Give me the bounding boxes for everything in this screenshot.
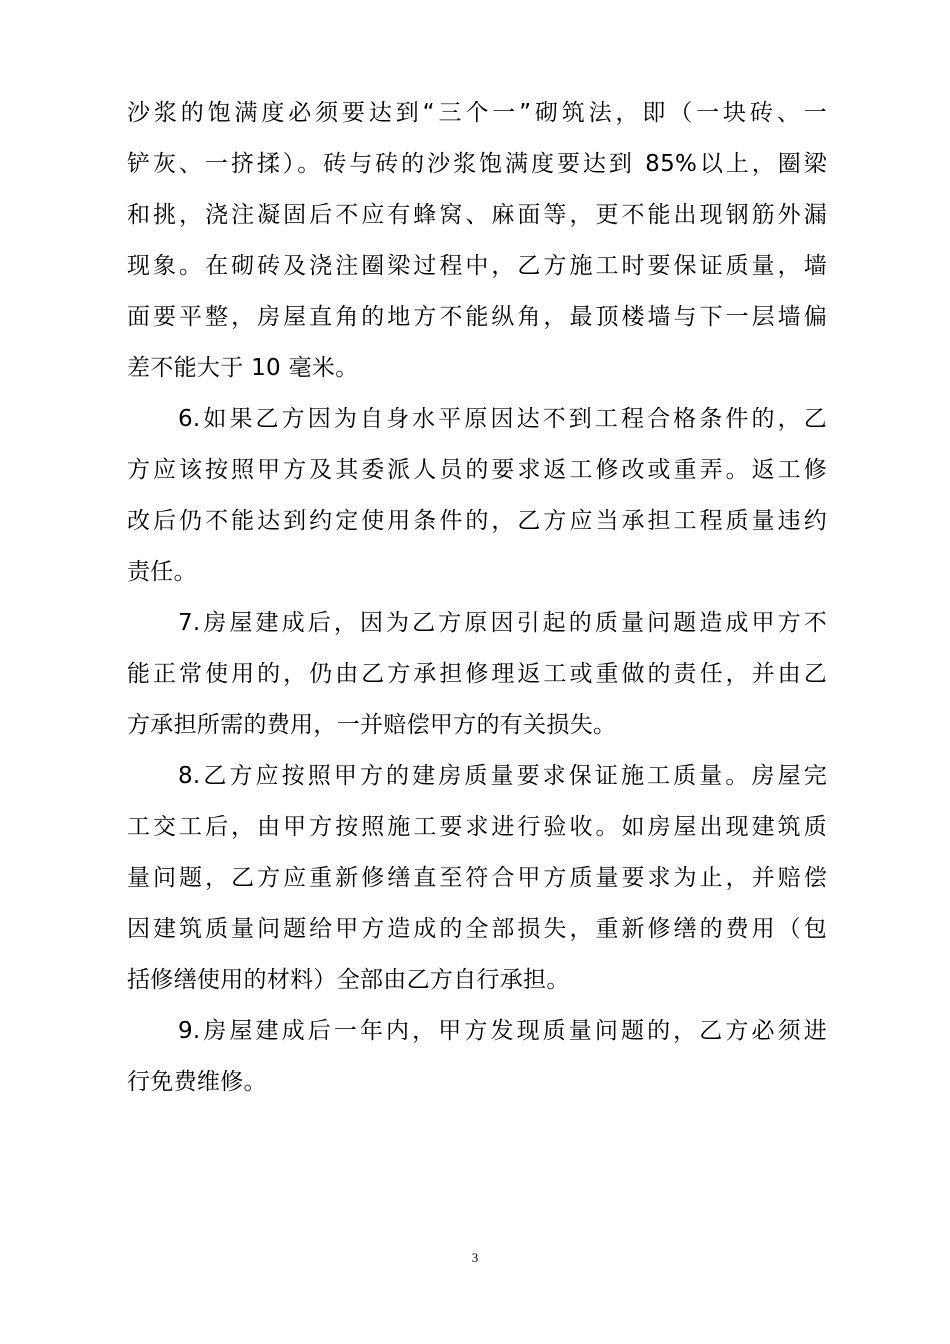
text-line: 沙浆的饱满度必须要达到“三个一”砌筑法，即（一块砖、一 xyxy=(127,100,827,126)
text-line: 面要平整，房屋直角的地方不能纵角，最顶楼墙与下一层墙偏 xyxy=(127,304,827,330)
text-line: 方应该按照甲方及其委派人员的要求返工修改或重弄。返工修 xyxy=(127,457,827,483)
text-line: 括修缮使用的材料）全部由乙方自行承担。 xyxy=(127,967,570,993)
text-line: 差不能大于 10 毫米。 xyxy=(127,355,359,381)
text-line: 现象。在砌砖及浇注圈梁过程中，乙方施工时要保证质量，墙 xyxy=(127,253,827,279)
text-line: 工交工后，由甲方按照施工要求进行验收。如房屋出现建筑质 xyxy=(127,814,827,840)
text-line: 责任。 xyxy=(127,559,197,585)
text-line: 量问题，乙方应重新修缮直至符合甲方质量要求为止，并赔偿 xyxy=(127,865,827,891)
text-line: 因建筑质量问题给甲方造成的全部损失，重新修缮的费用（包 xyxy=(127,916,827,942)
clause-9-first-line: 9.房屋建成后一年内，甲方发现质量问题的，乙方必须进 xyxy=(178,1018,827,1044)
text-line: 方承担所需的费用，一并赔偿甲方的有关损失。 xyxy=(127,712,617,738)
text-line: 行免费维修。 xyxy=(127,1069,267,1095)
clause-8-first-line: 8.乙方应按照甲方的建房质量要求保证施工质量。房屋完 xyxy=(178,763,827,789)
document-body xyxy=(127,88,827,1108)
text-line: 和挑，浇注凝固后不应有蜂窝、麻面等，更不能出现钢筋外漏 xyxy=(127,202,827,228)
page-number: 3 xyxy=(471,1250,479,1265)
text-line: 能正常使用的，仍由乙方承担修理返工或重做的责任，并由乙 xyxy=(127,661,827,687)
clause-6-first-line: 6.如果乙方因为自身水平原因达不到工程合格条件的，乙 xyxy=(178,406,827,432)
text-line: 铲灰、一挤揉）。砖与砖的沙浆饱满度要达到 85%以上，圈梁 xyxy=(127,151,827,177)
clause-7-first-line: 7.房屋建成后，因为乙方原因引起的质量问题造成甲方不 xyxy=(178,610,827,636)
text-line: 改后仍不能达到约定使用条件的，乙方应当承担工程质量违约 xyxy=(127,508,827,534)
